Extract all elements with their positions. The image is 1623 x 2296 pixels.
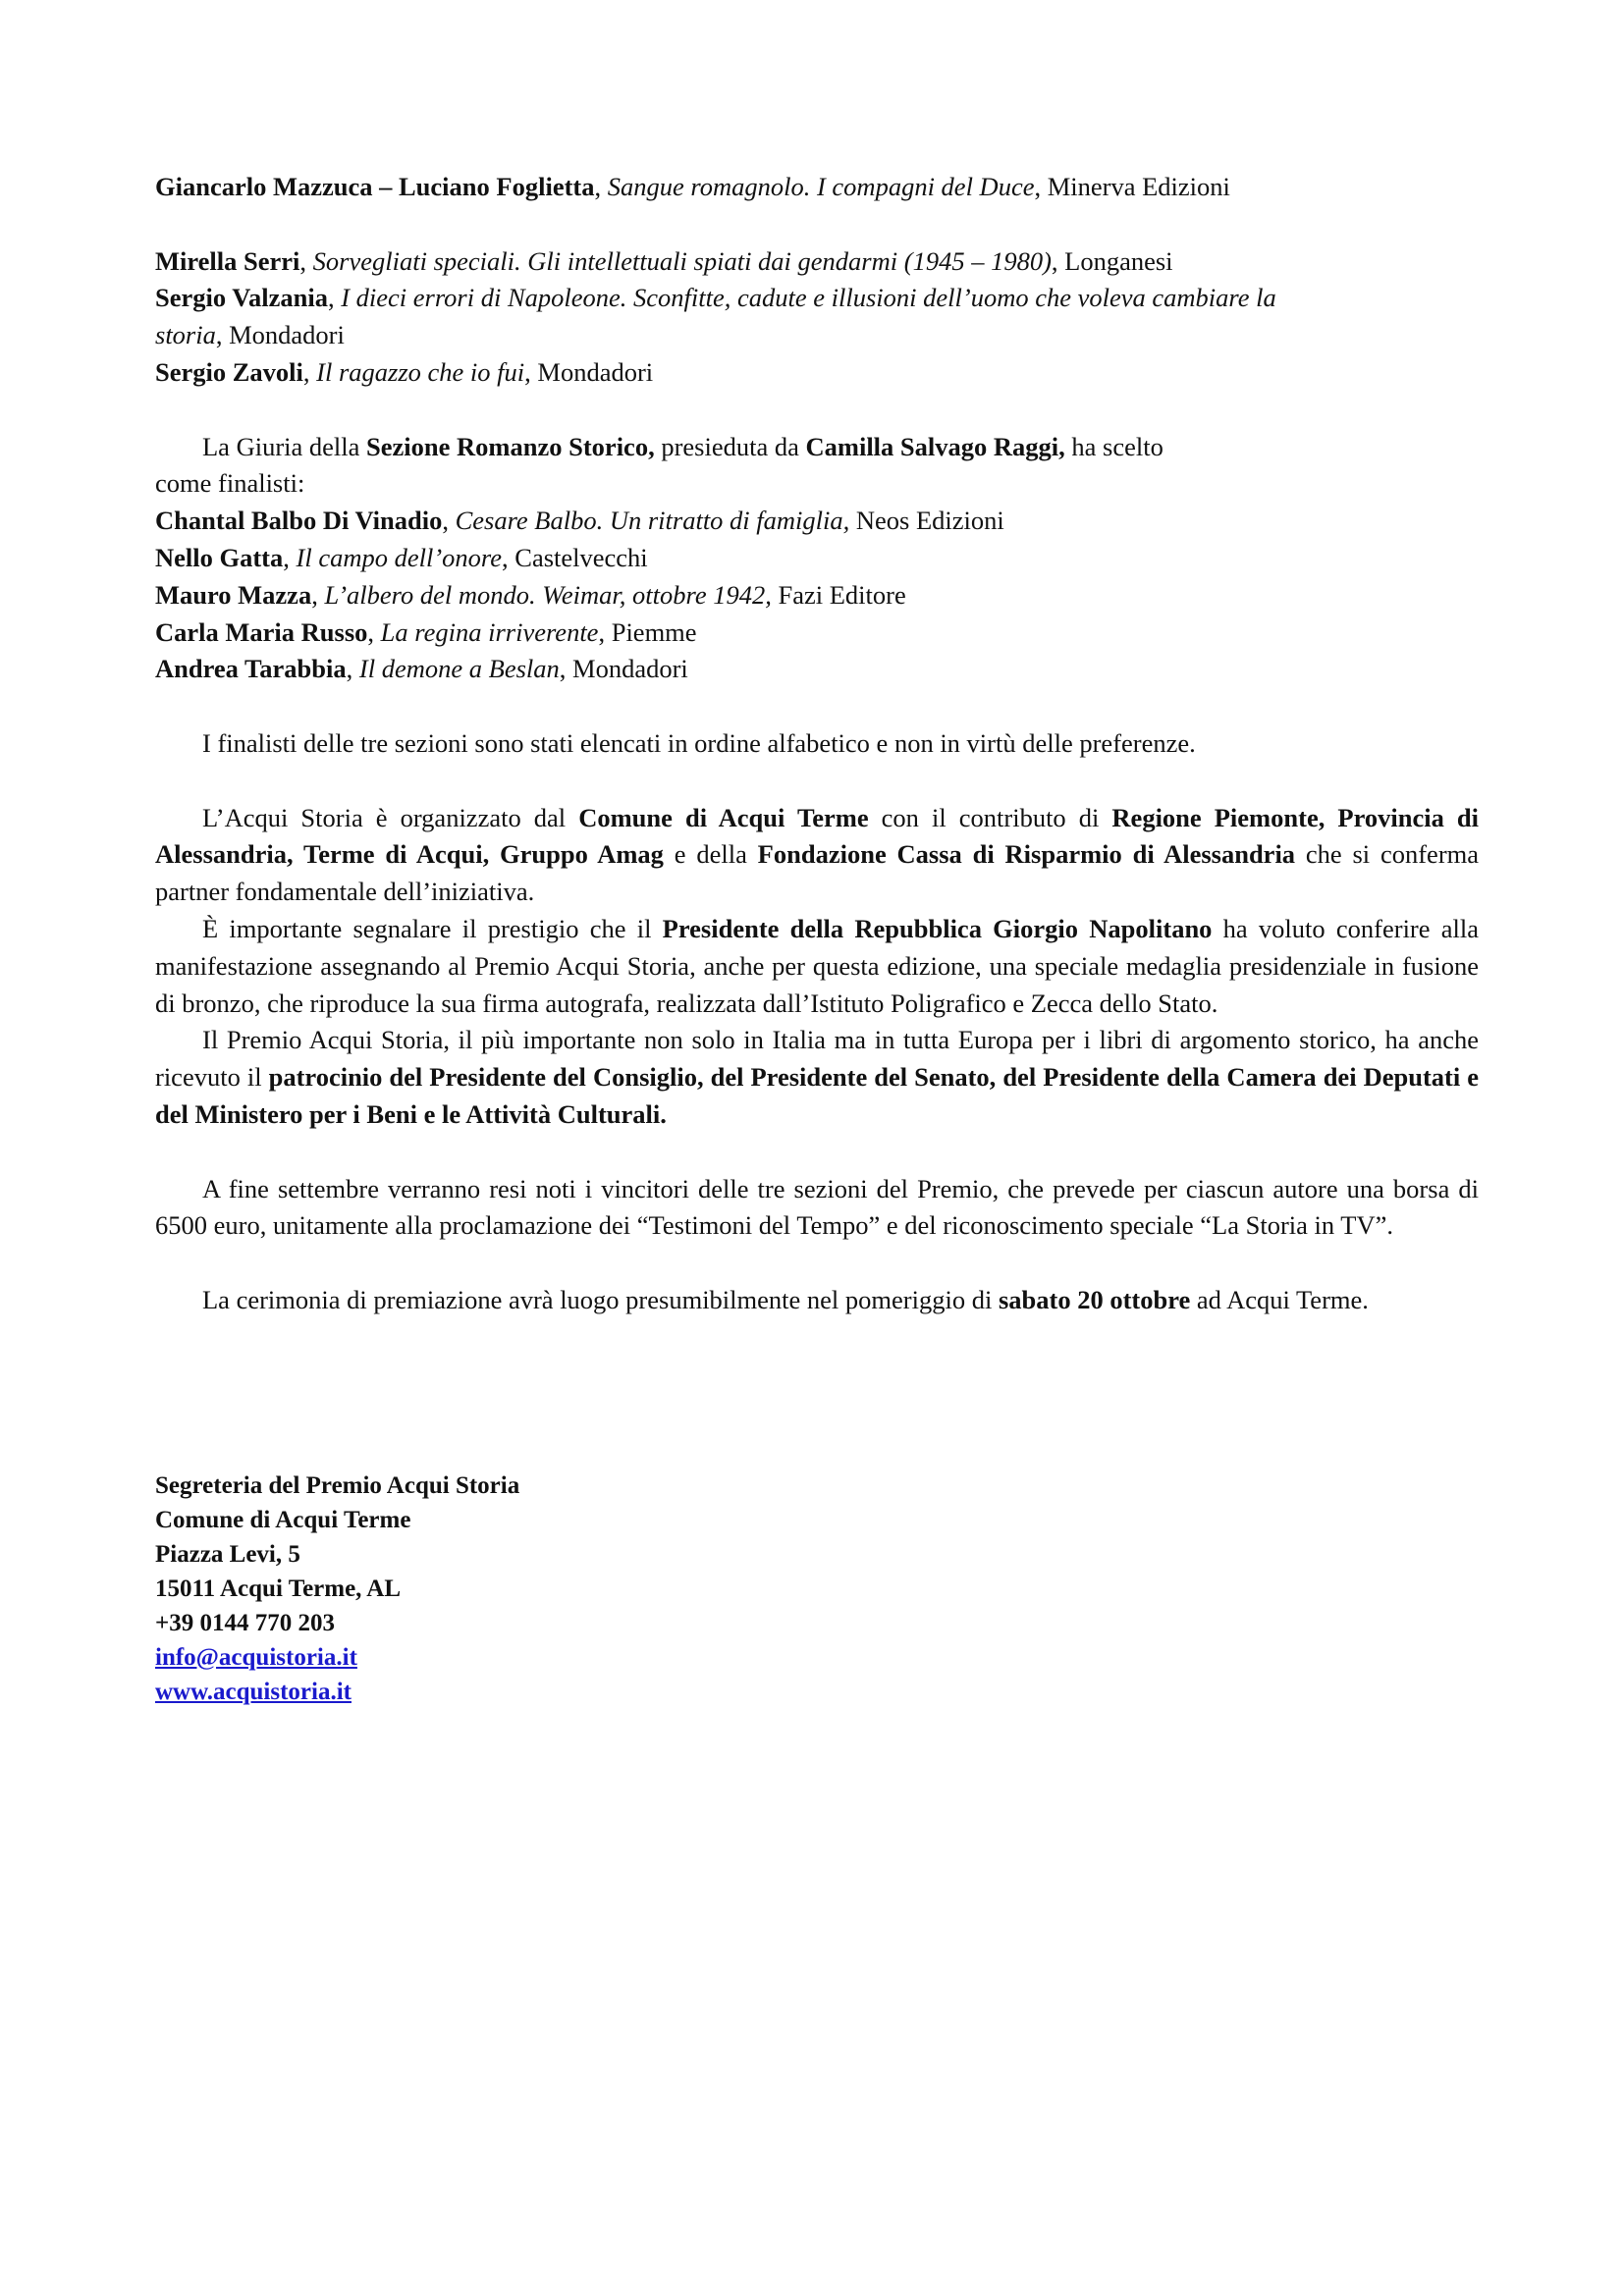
finalist-publisher: Piemme	[611, 616, 697, 647]
body-text: con il contributo di	[868, 802, 1112, 832]
finalist-author: Carla Maria Russo	[155, 616, 368, 647]
finalist-title: Sorvegliati speciali. Gli intellettuali spiati dai gendarmi (1945 – 1980)	[312, 245, 1052, 276]
finalist-title: Cesare Balbo. Un ritratto di famiglia,	[455, 506, 850, 536]
finalist-entry: Sergio Zavoli, Il ragazzo che io fui, Mondadori	[155, 356, 654, 387]
contributors: Regione Piemonte, Provincia di Alessandria, Terme di Acqui, Gruppo Amag	[155, 802, 1479, 870]
website-link[interactable]: www.acquistoria.it	[155, 1678, 352, 1705]
finalist-title: La regina irriverente	[380, 616, 599, 647]
finalist-publisher: Mondadori	[572, 654, 688, 684]
finalist-entry: Mirella Serri, Sorvegliati speciali. Gli intellettuali spiati dai gendarmi (1945 – 1980), Longanesi	[155, 245, 1173, 276]
finalist-entry: Chantal Balbo Di Vinadio, Cesare Balbo. Un ritratto di famiglia, Neos Edizioni	[155, 506, 1004, 536]
intro-text: ha scelto	[1064, 431, 1163, 461]
paragraph-gap	[155, 206, 1479, 243]
finalist-entry: Sergio Valzania, I dieci errori di Napoleone. Sconfitte, cadute e illusioni dell’uomo che voleva cambiare la	[155, 283, 1276, 313]
email-link[interactable]: info@acquistoria.it	[155, 1643, 357, 1671]
signature-phone: +39 0144 770 203	[155, 1609, 335, 1636]
finalist-publisher: Minerva Edizioni	[1047, 172, 1230, 201]
alphabetical-note: I finalisti delle tre sezioni sono stati elencati in ordine alfabetico e non in virtù delle preferenze.	[202, 727, 1196, 758]
body-text: La cerimonia di premiazione avrà luogo presumibilmente nel pomeriggio di	[202, 1284, 999, 1314]
patronage-paragraph	[155, 1022, 1479, 1133]
finalist-entry: Andrea Tarabbia, Il demone a Beslan, Mondadori	[155, 654, 688, 684]
spacer	[155, 1319, 1479, 1468]
body-text: e della	[663, 839, 758, 870]
finalist-author: Nello Gatta	[155, 542, 284, 572]
paragraph-gap	[155, 1245, 1479, 1282]
finalist-title: storia	[155, 320, 216, 350]
signature-block	[155, 1468, 1479, 1709]
foundation-name: Fondazione Cassa di Risparmio di Alessandria	[757, 839, 1296, 870]
winners-paragraph: A fine settembre verranno resi noti i vincitori delle tre sezioni del Premio, che prevede per ciascun autore una borsa di 6500 euro, unitamente alla proclamazione dei “Testimoni del Tempo” e del riconoscimento speciale “La Storia in TV”.	[155, 1173, 1479, 1241]
section-name: Sezione Romanzo Storico,	[366, 431, 655, 461]
finalist-publisher: Neos Edizioni	[855, 506, 1004, 536]
finalist-publisher: Longanesi	[1064, 245, 1173, 276]
signature-office: Segreteria del Premio Acqui Storia	[155, 1471, 520, 1499]
signature-city: 15011 Acqui Terme, AL	[155, 1575, 402, 1602]
finalist-entry: Mauro Mazza, L’albero del mondo. Weimar, ottobre 1942, Fazi Editore	[155, 579, 906, 610]
finalist-entry: Carla Maria Russo, La regina irriverente, Piemme	[155, 616, 697, 647]
finalist-author: Mirella Serri	[155, 245, 300, 276]
finalist-publisher: Fazi Editore	[778, 579, 906, 610]
finalist-title: L’albero del mondo. Weimar, ottobre 1942,	[324, 579, 772, 610]
intro-text: presieduta da	[654, 431, 806, 461]
paragraph-gap	[155, 688, 1479, 725]
paragraph-gap	[155, 1134, 1479, 1171]
finalist-author: Andrea Tarabbia	[155, 654, 347, 684]
paragraph-gap	[155, 392, 1479, 429]
finalist-title: Il campo dell’onore	[296, 542, 503, 572]
finalist-author: Mauro Mazza	[155, 579, 312, 610]
finalist-author: Sergio Zavoli	[155, 356, 303, 387]
finalist-author: Chantal Balbo Di Vinadio	[155, 506, 443, 536]
document-page	[155, 169, 1479, 1709]
paragraph-gap	[155, 763, 1479, 800]
president-name: Presidente della Repubblica Giorgio Napolitano	[662, 913, 1213, 943]
signature-street: Piazza Levi, 5	[155, 1540, 300, 1568]
finalist-author: Giancarlo Mazzuca – Luciano Foglietta	[155, 172, 595, 201]
patronage-list: patrocinio del Presidente del Consiglio, del Presidente del Senato, del Presidente della Camera dei Deputati e del Ministero per i Beni e le Attività Culturali.	[155, 1062, 1479, 1129]
organizer-name: Comune di Acqui Terme	[578, 802, 869, 832]
intro-text: La Giuria della	[202, 431, 367, 461]
organization-paragraph	[155, 800, 1479, 911]
body-text: ha voluto conferire alla manifestazione assegnando al Premio Acqui Storia, anche per questa edizione, una speciale medaglia presidenziale in fusione di bronzo, che riproduce la sua firma autografa, realizzata dall’Istituto Poligrafico e Zecca dello Stato.	[155, 913, 1480, 1018]
body-text: che si conferma partner fondamentale dell’iniziativa.	[155, 839, 1480, 907]
finalist-publisher: Mondadori	[229, 320, 345, 350]
finalist-publisher: Castelvecchi	[514, 542, 648, 572]
body-text: L’Acqui Storia è organizzato dal	[202, 802, 579, 832]
jury-president: Camilla Salvago Raggi,	[805, 431, 1065, 461]
finalist-publisher: Mondadori	[537, 356, 654, 387]
finalist-entry: Nello Gatta, Il campo dell’onore, Castelvecchi	[155, 542, 648, 572]
finalist-title: Il demone a Beslan	[358, 654, 560, 684]
finalist-entry: Giancarlo Mazzuca – Luciano Foglietta, Sangue romagnolo. I compagni del Duce, Minerva Edizioni	[155, 172, 1230, 201]
finalist-title: Il ragazzo che io fui	[316, 356, 525, 387]
finalist-author: Sergio Valzania	[155, 283, 328, 313]
ceremony-date: sabato 20 ottobre	[998, 1284, 1191, 1314]
finalist-title: Sangue romagnolo. I compagni del Duce	[607, 172, 1035, 201]
ceremony-paragraph	[155, 1282, 1479, 1319]
finalist-title: I dieci errori di Napoleone. Sconfitte, cadute e illusioni dell’uomo che voleva cambiare la	[341, 283, 1276, 313]
medal-paragraph	[155, 911, 1479, 1022]
intro-text: come finalisti:	[155, 468, 305, 499]
body-text: Il Premio Acqui Storia, il più importante non solo in Italia ma in tutta Europa per i libri di argomento storico, ha anche ricevuto il	[155, 1025, 1479, 1093]
signature-municipality: Comune di Acqui Terme	[155, 1506, 411, 1533]
body-text: ad Acqui Terme.	[1190, 1284, 1369, 1314]
body-text: È importante segnalare il prestigio che il	[202, 913, 663, 943]
romanzo-intro	[155, 429, 1479, 504]
finalist-entry-continuation: storia, Mondadori	[155, 320, 345, 350]
